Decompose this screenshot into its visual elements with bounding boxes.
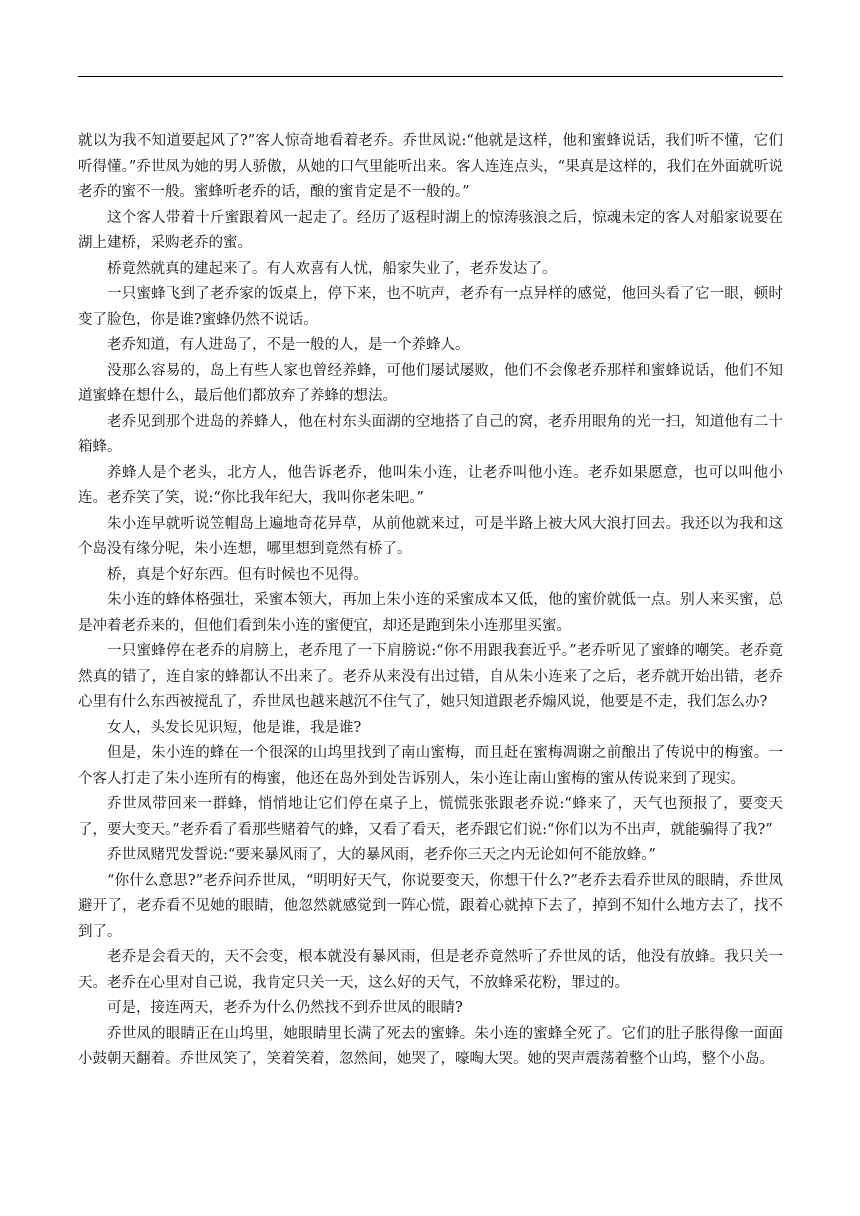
paragraph: 这个客人带着十斤蜜跟着风一起走了。经历了返程时湖上的惊涛骇浪之后，惊魂未定的客人对船家说要在湖上建桥，采购老乔的蜜。	[78, 209, 783, 251]
paragraph: 老乔知道，有人进岛了，不是一般的人，是一个养蜂人。	[107, 337, 470, 353]
paragraph: 桥，真是个好东西。但有时候也不见得。	[107, 566, 368, 583]
paragraph: 老乔见到那个进岛的养蜂人，他在村东头面湖的空地搭了自己的窝，老乔用眼角的光一扫，知道他有二十箱蜂。	[78, 413, 783, 455]
paragraph: 女人，头发长见识短，他是谁，我是谁?	[107, 719, 362, 736]
paragraph: 乔世凤的眼睛正在山坞里，她眼睛里长满了死去的蜜蜂。朱小连的蜜蜂全死了。它们的肚子胀得像一面面小鼓朝天翻着。乔世凤笑了，笑着笑着，忽然间，她哭了，嚎啕大哭。她的哭声震荡着整个山坞，整个小岛。	[78, 1025, 783, 1067]
document-page	[78, 76, 783, 1073]
paragraph: 桥竟然就真的建起来了。有人欢喜有人忧，船家失业了，老乔发达了。	[107, 260, 557, 277]
paragraph: 朱小连早就听说笠帽岛上遍地奇花异草，从前他就来过，可是半路上被大风大浪打回去。我还以为我和这个岛没有缘分呢，朱小连想，哪里想到竟然有桥了。	[78, 515, 783, 557]
paragraph: 但是，朱小连的蜂在一个很深的山坞里找到了南山蜜梅，而且赶在蜜梅凋谢之前酿出了传说中的梅蜜。一个客人打走了朱小连所有的梅蜜，他还在岛外到处告诉别人，朱小连让南山蜜梅的蜜从传说来到了现实。	[78, 745, 783, 787]
paragraph: 老乔是会看天的，天不会变，根本就没有暴风雨，但是老乔竟然听了乔世凤的话，他没有放蜂。我只关一天。老乔在心里对自己说，我肯定只关一天，这么好的天气，不放蜂采花粉，罪过的。	[78, 949, 783, 991]
paragraph: “你什么意思?”老乔问乔世凤，“明明好天气，你说要变天，你想干什么?”老乔去看乔世凤的眼睛，乔世凤避开了，老乔看不见她的眼睛，他忽然就感觉到一阵心慌，跟着心就掉下去了，掉到不知什么地方去了，找不到了。	[78, 872, 783, 940]
paragraph: 乔世凤赌咒发誓说:“要来暴风雨了，大的暴风雨，老乔你三天之内无论如何不能放蜂。”	[107, 847, 656, 863]
paragraph: 一只蜜蜂停在老乔的肩膀上，老乔甩了一下肩膀说:“你不用跟我套近乎。”老乔听见了蜜蜂的嘲笑。老乔竟然真的错了，连自家的蜂都认不出来了。老乔从来没有出过错，自从朱小连来了之后，老乔就开始出错，老乔心里有什么东西被搅乱了，乔世凤也越来越沉不住气了，她只知道跟老乔煽风说，他要是不走，我们怎么办?	[78, 643, 783, 710]
paragraph: 一只蜜蜂飞到了老乔家的饭桌上，停下来，也不吭声，老乔有一点异样的感觉，他回头看了它一眼，顿时变了脸色，你是谁?蜜蜂仍然不说话。	[78, 286, 783, 328]
paragraph: 朱小连的蜂体格强壮，采蜜本领大，再加上朱小连的采蜜成本又低，他的蜜价就低一点。别人来买蜜，总是冲着老乔来的，但他们看到朱小连的蜜便宜，却还是跑到朱小连那里买蜜。	[78, 592, 783, 634]
header-rule	[78, 76, 783, 77]
paragraph: 可是，接连两天，老乔为什么仍然找不到乔世凤的眼睛?	[107, 1000, 463, 1016]
paragraph: 没那么容易的，岛上有些人家也曾经养蜂，可他们屡试屡败，他们不会像老乔那样和蜜蜂说话，他们不知道蜜蜂在想什么，最后他们都放弃了养蜂的想法。	[78, 362, 783, 404]
story-body	[78, 129, 783, 1073]
paragraph: 就以为我不知道要起风了?”客人惊奇地看着老乔。乔世凤说:“他就是这样，他和蜜蜂说话，我们听不懂，它们听得懂。”乔世凤为她的男人骄傲，从她的口气里能听出来。客人连连点头，“果真是这样的，我们在外面就听说老乔的蜜不一般。蜜蜂听老乔的话，酿的蜜肯定是不一般的。”	[78, 133, 783, 200]
paragraph: 乔世凤带回来一群蜂，悄悄地让它们停在桌子上，慌慌张张跟老乔说:“蜂来了，天气也预报了，要变天了，要大变天。”老乔看了看那些赌着气的蜂，又看了看天，老乔跟它们说:“你们以为不出声，就能骗得了我?”	[78, 796, 783, 838]
paragraph: 养蜂人是个老头，北方人，他告诉老乔，他叫朱小连，让老乔叫他小连。老乔如果愿意，也可以叫他小连。老乔笑了笑，说:“你比我年纪大，我叫你老朱吧。”	[78, 464, 783, 506]
